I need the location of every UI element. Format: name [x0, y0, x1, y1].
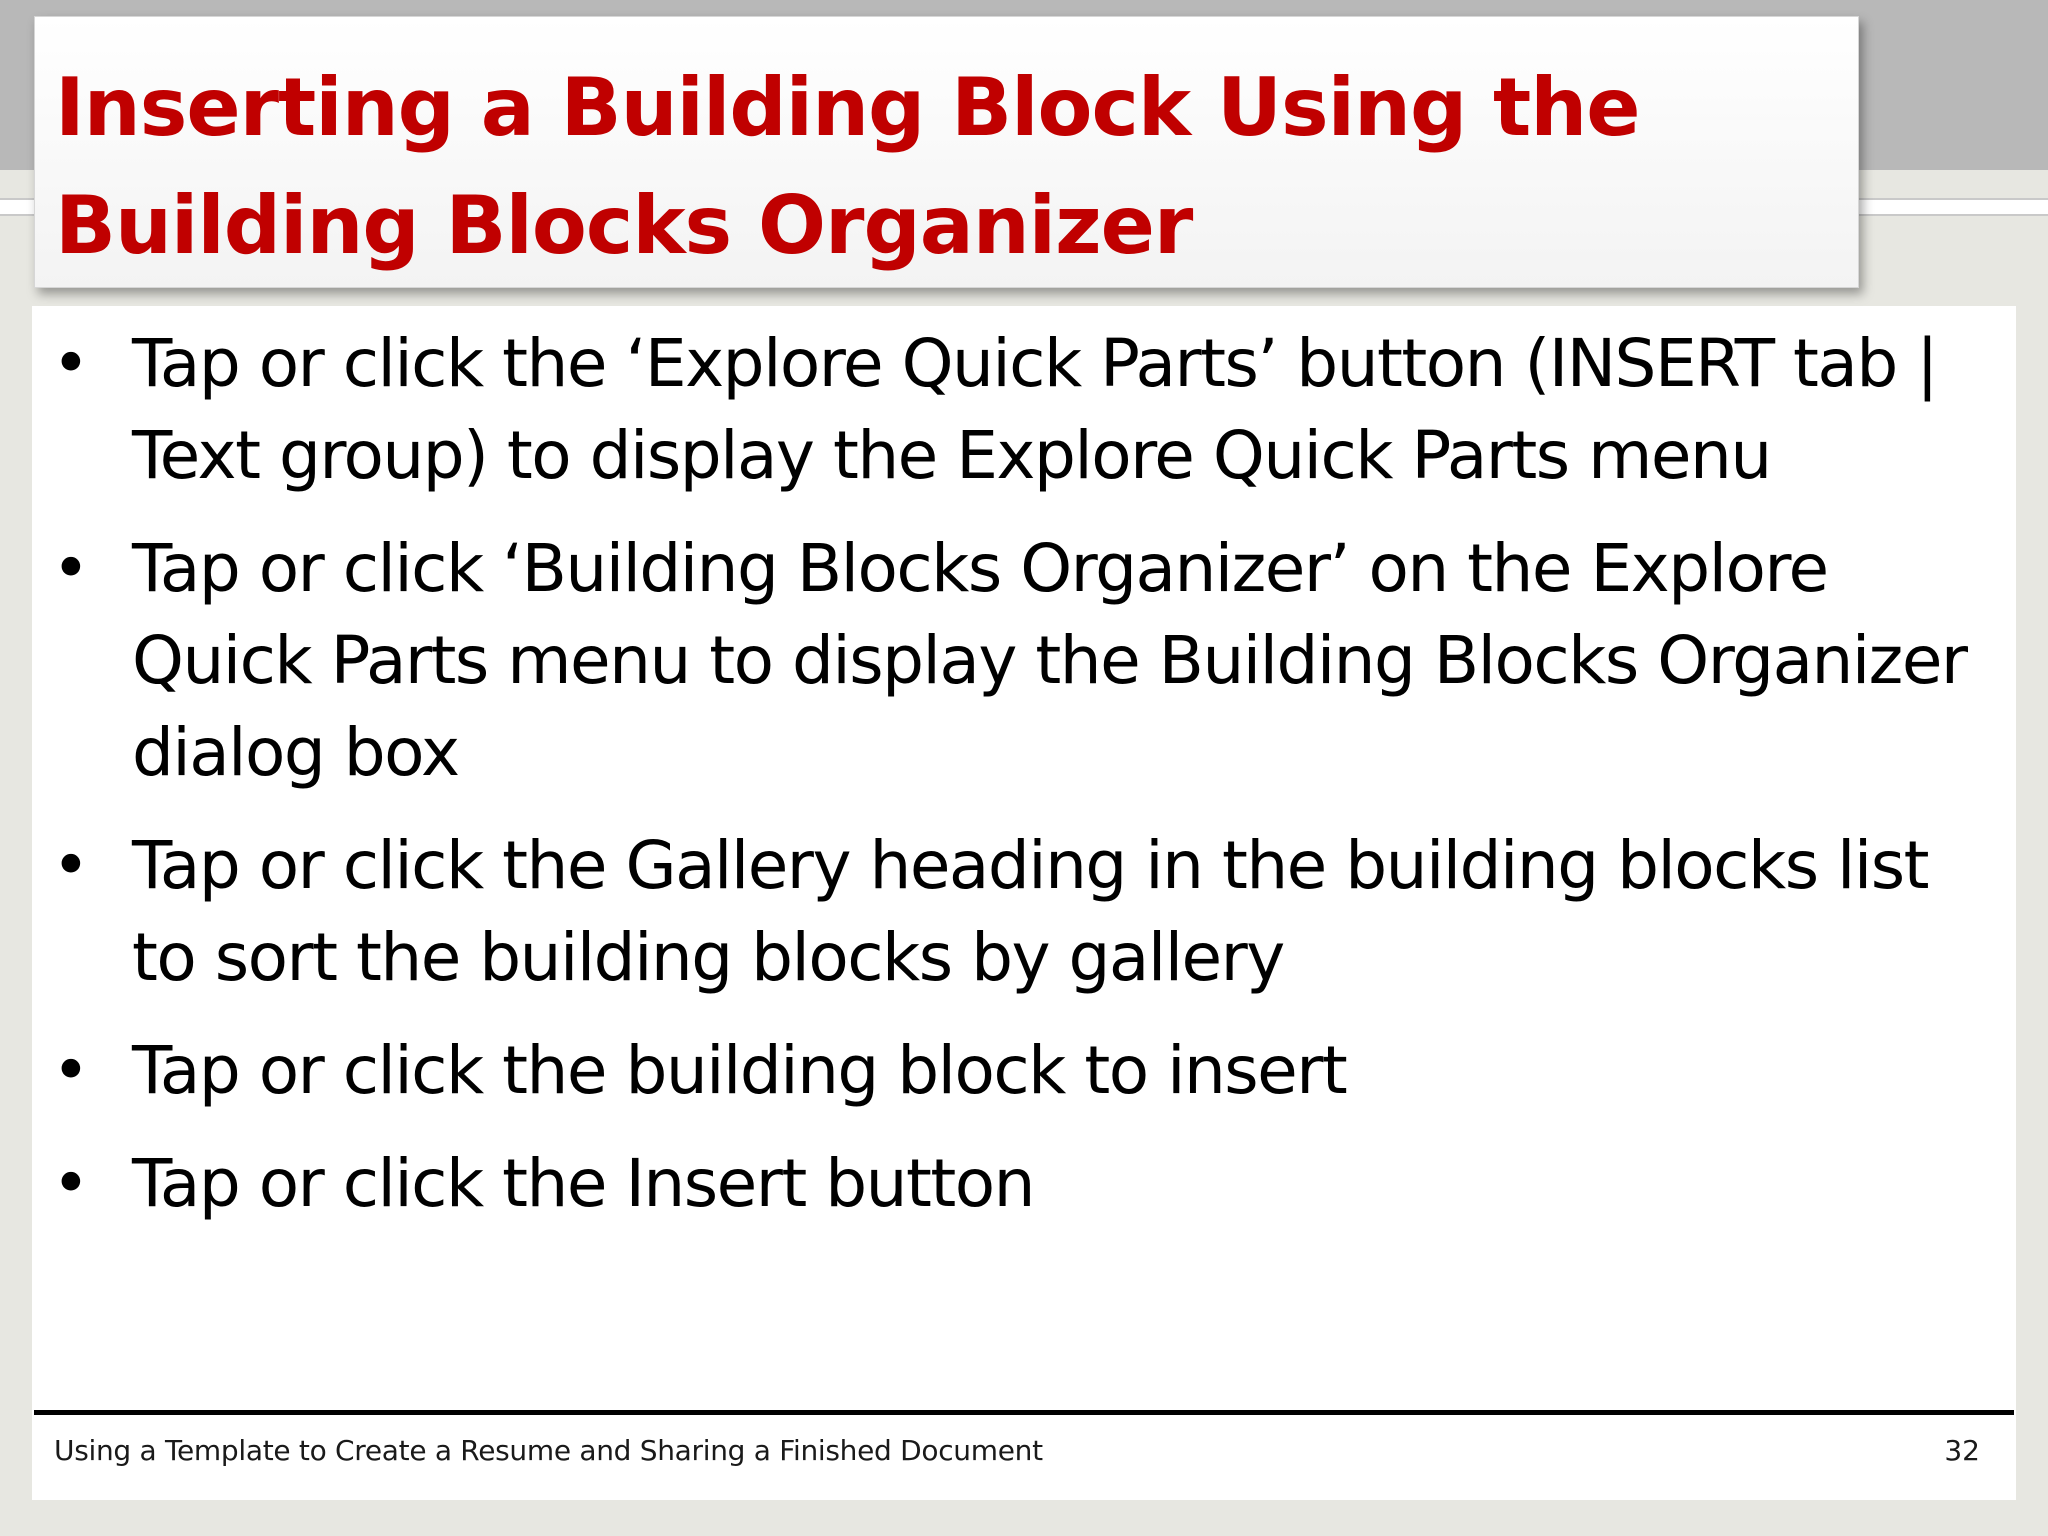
bullet-glyph: • — [52, 327, 90, 401]
bullet-glyph: • — [52, 1147, 90, 1221]
bullet-text: Tap or click the Gallery heading in the building blocks list to sort the building blocks by gallery — [132, 827, 1928, 996]
bullet-item — [52, 1138, 1982, 1230]
bullet-text: Tap or click ‘Building Blocks Organizer’ on the Explore Quick Parts menu to display the Building Blocks Organizer dialog box — [132, 530, 1967, 791]
footer-divider — [34, 1410, 2014, 1415]
bullet-item — [52, 318, 1982, 502]
footer-caption: Using a Template to Create a Resume and Sharing a Finished Document — [54, 1434, 1043, 1467]
bullet-list — [52, 318, 1982, 1251]
bullet-item — [52, 523, 1982, 799]
bullet-glyph: • — [52, 829, 90, 903]
title-box — [34, 16, 1859, 288]
page-number: 32 — [1944, 1434, 1980, 1467]
slide-title: Inserting a Building Block Using the Building Blocks Organizer — [55, 61, 1640, 272]
bullet-item — [52, 820, 1982, 1004]
bullet-text: Tap or click the building block to insert — [132, 1032, 1347, 1109]
bullet-text: Tap or click the ‘Explore Quick Parts’ button (INSERT tab | Text group) to display the Explore Quick Parts menu — [132, 325, 1937, 494]
bullet-glyph: • — [52, 532, 90, 606]
bullet-glyph: • — [52, 1034, 90, 1108]
bullet-text: Tap or click the Insert button — [132, 1145, 1034, 1222]
bullet-item — [52, 1025, 1982, 1117]
